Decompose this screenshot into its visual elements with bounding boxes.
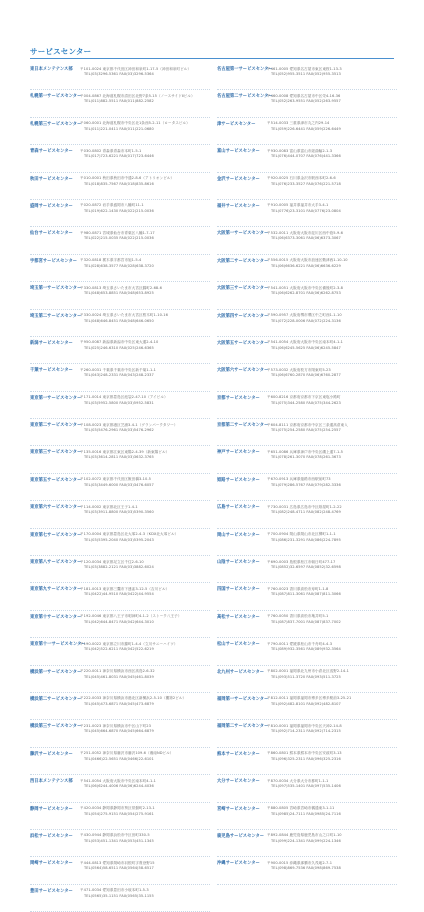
service-center-entry: [30, 227, 210, 254]
address-line: 〒181-0013 東京都三鷹市下連雀3-12-5（吉川ビル）: [80, 586, 170, 591]
service-center-name: 静岡サービスセンター: [30, 806, 73, 812]
address-line: 〒541-0051 大阪府大阪市中央区備後町2-3-8: [267, 285, 343, 290]
service-center-name: 東日本メンテナンス部: [30, 67, 73, 72]
address-line: 〒930-0083 富山県富山市総曲輪2-1-3: [267, 148, 333, 153]
phone-fax-line: TEL(0422)44-9510 FAX(0422)44-9554: [84, 592, 154, 597]
service-center-entry: [217, 419, 397, 446]
service-center-entry: [30, 446, 210, 473]
phone-fax-line: TEL(045)461-8031 FAX(045)461-8039: [84, 674, 154, 679]
service-center-entry: [217, 775, 397, 802]
address-line: 〒730-0031 広島県広島市中区紙屋町1-2-22: [267, 504, 342, 509]
address-line: 〒101-0024 東京都千代田区神田和泉町1-17-5（神田和泉町ビル）: [80, 66, 192, 71]
phone-fax-line: TEL(078)261-3070 FAX(078)261-3673: [271, 455, 341, 460]
service-center-entry: [30, 90, 210, 117]
service-center-entry: [30, 501, 210, 528]
address-line: 〒030-0802 青森県青森市本町1-5-1: [80, 148, 142, 153]
service-center-name: 沖縄サービスセンター: [217, 861, 260, 867]
service-center-name: 熊本サービスセンター: [217, 751, 260, 757]
service-center-entry: [217, 200, 397, 227]
service-center-entry: [30, 775, 210, 802]
phone-fax-line: TEL(06)6262-8701 FAX(06)6262-8753: [271, 291, 341, 296]
service-center-name: 宇都宮サービスセンター: [30, 258, 78, 264]
service-center-entry: [217, 857, 397, 884]
address-line: 〒860-0801 熊本県熊本市中央区安政町3-13: [267, 751, 342, 756]
service-center-name: 松山サービスセンター: [217, 642, 260, 648]
address-line: 〒020-0872 岩手県盛岡市八幡町11-1: [80, 203, 144, 208]
address-line: 〒420-0034 静岡県静岡市葵区常磐町2-13-1: [80, 806, 155, 811]
phone-fax-line: TEL(059)226-6441 FAX(059)226-6449: [271, 126, 341, 131]
service-center-name: 東京第七サービスセンター: [30, 532, 82, 538]
service-center-entry: [30, 803, 210, 830]
phone-fax-line: TEL(03)3911-8800 FAX(03)5390-3560: [84, 510, 154, 515]
service-center-entry: [30, 200, 210, 227]
service-center-name: 神戸サービスセンター: [217, 450, 260, 456]
service-center-name: 大阪第一サービスセンター: [217, 231, 269, 237]
address-line: 〒760-0050 香川県高松市亀井町5-1: [267, 614, 329, 619]
phone-fax-line: TEL(017)723-6221 FAX(017)723-6446: [84, 154, 154, 159]
address-line: 〒790-0011 愛媛県松山市千舟町4-4-3: [267, 641, 333, 646]
phone-fax-line: TEL(075)254-2580 FAX(075)254-2557: [271, 428, 341, 433]
phone-fax-line: TEL(079)286-5767 FAX(079)282-3336: [271, 482, 341, 487]
address-line: 〒114-0002 東京都北区王子1-4-1: [80, 504, 138, 509]
address-line: 〒461-0005 愛知県名古屋市東区東桜1-13-3: [267, 66, 342, 71]
service-center-entry: [217, 90, 397, 117]
address-line: 〒010-0001 秋田県秋田市中通2-8-6（アトリオンビル）: [80, 176, 175, 181]
left-column: [30, 63, 210, 912]
phone-fax-line: TEL(053)451-1341 FAX(053)451-1345: [84, 838, 154, 843]
service-center-name: 浜松サービスセンター: [30, 833, 73, 839]
page-title: サービスセンター: [30, 47, 92, 56]
address-line: 〒810-0001 福岡県福岡市中央区天神2-14-8: [267, 723, 342, 728]
phone-fax-line: TEL(048)646-8451 FAX(048)646-0650: [84, 318, 154, 323]
service-center-name: 岡崎サービスセンター: [30, 861, 73, 867]
phone-fax-line: TEL(03)3449-6000 FAX(03)3476-6057: [84, 482, 154, 487]
service-center-name: 横浜第三サービスセンター: [30, 724, 82, 730]
service-center-name: 東京第十サービスセンター: [30, 614, 82, 620]
service-center-entry: [30, 310, 210, 337]
service-center-entry: [30, 529, 210, 556]
service-center-entry: [217, 803, 397, 830]
address-line: 〒171-0014 東京都豊島区池袋2-47-10（アイビル）: [80, 395, 168, 400]
address-line: 〒460-0008 愛知県名古屋市中区栄4-16-36: [267, 93, 341, 98]
service-center-name: 宮崎サービスセンター: [217, 806, 260, 812]
service-center-name: 山陰サービスセンター: [217, 560, 260, 566]
service-center-name: 名古屋第一サービスセンター: [217, 67, 273, 72]
phone-fax-line: TEL(03)5952-5800 FAX(03)5952-5831: [84, 400, 154, 405]
address-line: 〒060-0001 北海道札幌市中央区北1条西5-2-11（ロータスビル）: [80, 121, 190, 126]
address-line: 〒812-0011 福岡県福岡市博多区博多駅前3-25-21: [267, 696, 352, 701]
service-center-entry: [217, 501, 397, 528]
address-line: 〒190-0022 東京都立川市錦町1-4-4（立川サニーハイツ）: [80, 641, 178, 646]
address-line: 〒760-0023 香川県高松市寿町1-1-8: [267, 586, 329, 591]
phone-fax-line: TEL(0776)23-3101 FAX(0776)23-0804: [271, 208, 341, 213]
address-line: 〒910-0005 福井県福井市大手3-4-1: [267, 203, 329, 208]
service-center-entry: [30, 63, 210, 90]
phone-fax-line: TEL(025)246-6310 FAX(025)246-6365: [84, 345, 154, 350]
service-center-entry: [30, 173, 210, 200]
phone-fax-line: TEL(028)638-3577 FAX(028)638-3720: [84, 263, 154, 268]
phone-fax-line: TEL(022)215-0035 FAX(022)215-0036: [84, 236, 154, 241]
service-center-entry: [217, 720, 397, 747]
address-line: 〒330-0813 埼玉県さいたま市大宮区錦町2-68-6: [80, 285, 162, 290]
service-center-entry: [217, 310, 397, 337]
phone-fax-line: TEL(076)444-0707 FAX(076)441-3366: [271, 154, 341, 159]
service-center-entry: [217, 364, 397, 391]
address-line: 〒670-0913 兵庫県姫路市西駅前町73: [267, 477, 331, 482]
address-line: 〒590-0957 大阪府堺市堺区中之町西1-1-10: [267, 313, 342, 318]
service-center-entry: [30, 474, 210, 501]
address-line: 〒170-0004 東京都豊島区北大塚2-4-3（KDX北大塚ビル）: [80, 532, 179, 537]
title-rule: [30, 58, 394, 59]
service-center-name: 盛岡サービスセンター: [30, 203, 73, 209]
service-center-entry: [217, 446, 397, 473]
service-center-name: 青森サービスセンター: [30, 149, 73, 155]
phone-fax-line: TEL(03)3614-2811 FAX(03)3632-3765: [84, 455, 154, 460]
service-center-entry: [30, 748, 210, 775]
address-line: 〒532-0011 大阪府大阪市淀川区西中島5-9-6: [267, 230, 343, 235]
service-center-entry: [217, 748, 397, 775]
phone-fax-line: TEL(043)248-2331 FAX(043)248-2337: [84, 373, 154, 378]
service-center-name: 北九州サービスセンター: [217, 669, 265, 675]
service-center-name: 大阪第五サービスセンター: [217, 340, 269, 346]
service-center-entry: [30, 830, 210, 857]
phone-fax-line: TEL(089)932-3561 FAX(089)932-3564: [271, 647, 341, 652]
address-line: 〒444-0813 愛知県岡崎市羽根町字貴登野15: [80, 860, 155, 865]
service-center-entry: [217, 227, 397, 254]
address-line: 〒980-0871 宮城県仙台市青葉区八幡1-7-17: [80, 230, 155, 235]
service-center-name: 埼玉第二サービスセンター: [30, 313, 82, 319]
service-center-name: 藤沢サービスセンター: [30, 751, 73, 757]
service-center-entry: [217, 392, 397, 419]
service-center-name: 大阪第二サービスセンター: [217, 258, 269, 264]
service-center-name: 仙台サービスセンター: [30, 231, 73, 237]
service-center-entry: [30, 419, 210, 446]
service-center-name: 東京第十一サービスセンター: [30, 642, 86, 648]
service-center-name: 大分サービスセンター: [217, 779, 260, 785]
address-line: 〒900-0015 沖縄県那覇市久茂地2-7-1: [267, 860, 333, 865]
service-center-entry: [217, 556, 397, 583]
address-line: 〒320-0818 栃木県宇都宮市旭1-5-4: [80, 258, 142, 263]
phone-fax-line: TEL(045)473-6871 FAX(045)473-6879: [84, 701, 154, 706]
service-center-name: 高松サービスセンター: [217, 614, 260, 620]
service-center-name: 富山サービスセンター: [217, 149, 260, 155]
service-center-name: 福岡第一サービスセンター: [217, 696, 269, 702]
phone-fax-line: TEL(011)221-0411 FAX(011)221-0680: [84, 126, 154, 131]
service-center-name: 京都サービスセンター: [217, 395, 260, 401]
phone-fax-line: TEL(011)882-5511 FAX(011)882-2582: [84, 99, 154, 104]
service-center-name: 千葉サービスセンター: [30, 368, 73, 374]
service-center-name: 東京第八サービスセンター: [30, 560, 82, 566]
service-center-entry: [30, 364, 210, 391]
service-center-entry: [30, 118, 210, 145]
service-center-name: 新潟サービスセンター: [30, 340, 73, 346]
address-line: 〒556-0015 大阪府大阪市浪速区敷津西1-10-10: [267, 258, 348, 263]
phone-fax-line: TEL(06)6244-4006 FAX(06)6244-4036: [84, 784, 154, 789]
address-line: 〒192-0046 東京都八王子市明神町4-1-2（ストーク八王子）: [80, 614, 182, 619]
service-center-name: 姫路サービスセンター: [217, 477, 260, 483]
service-center-name: 秋田サービスセンター: [30, 176, 73, 182]
service-center-name: 京都第二サービスセンター: [217, 423, 269, 429]
service-center-name: 大阪第三サービスセンター: [217, 286, 269, 292]
phone-fax-line: TEL(045)664-6870 FAX(045)664-6879: [84, 729, 154, 734]
service-center-entry: [30, 857, 210, 884]
service-center-name: 広島サービスセンター: [217, 505, 260, 511]
service-center-name: 横浜第一サービスセンター: [30, 669, 82, 675]
phone-fax-line: TEL(092)714-2311 FAX(092)714-2315: [271, 729, 341, 734]
address-line: 〒573-0032 大阪府枚方市岡東町5-23: [267, 367, 331, 372]
address-line: 〒231-0023 神奈川県横浜市中区山下町23: [80, 723, 151, 728]
phone-fax-line: TEL(092)482-8101 FAX(092)482-8107: [271, 701, 341, 706]
service-center-name: 東京第二サービスセンター: [30, 423, 82, 429]
service-center-name: 東京第五サービスセンター: [30, 477, 82, 483]
service-center-name: 津サービスセンター: [217, 121, 256, 127]
phone-fax-line: TEL(096)325-2311 FAX(096)325-2316: [271, 756, 341, 761]
address-line: 〒541-0054 大阪府大阪市中央区南本町4-1-1: [267, 340, 343, 345]
service-center-entry: [30, 666, 210, 693]
phone-fax-line: TEL(072)228-0006 FAX(072)224-3136: [271, 318, 341, 323]
address-line: 〒651-0086 兵庫県神戸市中央区磯上通7-1-5: [267, 449, 343, 454]
address-line: 〒541-0054 大阪府大阪市中央区南本町4-1-1: [80, 778, 156, 783]
phone-fax-line: TEL(086)231-3291 FAX(086)224-7895: [271, 537, 341, 542]
phone-fax-line: TEL(06)6760-2870 FAX(06)6760-2877: [271, 373, 341, 378]
service-center-name: 福井サービスセンター: [217, 203, 260, 209]
phone-fax-line: TEL(0852)32-6597 FAX(0852)32-6598: [271, 565, 341, 570]
service-center-name: 東京第六サービスセンター: [30, 505, 82, 511]
phone-fax-line: TEL(048)653-8851 FAX(048)653-8925: [84, 291, 154, 296]
phone-fax-line: TEL(042)522-6211 FAX(042)522-6219: [84, 647, 154, 652]
service-center-entry: [217, 583, 397, 610]
service-center-name: 札幌第三サービスセンター: [30, 121, 82, 127]
service-center-entry: [30, 255, 210, 282]
phone-fax-line: TEL(052)955-3511 FAX(052)955-3513: [271, 72, 341, 76]
service-center-entry: [217, 830, 397, 857]
address-line: 〒700-0904 岡山県岡山市北区柳町1-1-1: [267, 532, 336, 537]
service-center-name: 横浜第二サービスセンター: [30, 696, 82, 702]
address-line: 〒108-0023 東京都港区芝浦3-4-1（グランパークタワー）: [80, 422, 178, 427]
phone-fax-line: TEL(03)5476-2961 FAX(03)5476-2962: [84, 428, 154, 433]
phone-fax-line: TEL(054)275-9151 FAX(054)275-9161: [84, 811, 154, 816]
phone-fax-line: TEL(087)811-3061 FAX(087)811-3066: [271, 592, 341, 597]
service-center-name: 福岡第二サービスセンター: [217, 724, 269, 730]
right-column: [217, 63, 397, 885]
address-line: 〒251-0052 神奈川県藤沢市藤沢109-6（湘南NDビル）: [80, 751, 174, 756]
service-center-name: 札幌第一サービスセンター: [30, 94, 82, 100]
service-center-entry: [217, 611, 397, 638]
address-line: 〒600-8216 京都府京都市下京区東塩小路町: [267, 395, 341, 400]
address-line: 〒690-0003 島根県松江市朝日町477-17: [267, 559, 336, 564]
address-line: 〒604-8111 京都府京都市中京区三条通高倉東入: [267, 422, 348, 427]
service-center-name: 東京第九サービスセンター: [30, 587, 82, 593]
phone-fax-line: TEL(0466)22-5651 FAX(0466)22-6101: [84, 756, 154, 761]
address-line: 〒920-0025 石川県金沢市駅西本町2-6-6: [267, 176, 336, 181]
service-center-entry: [30, 638, 210, 665]
service-center-name: 名古屋第二サービスセンター: [217, 94, 273, 100]
service-center-entry: [217, 638, 397, 665]
service-center-entry: [217, 529, 397, 556]
service-center-entry: [217, 666, 397, 693]
address-line: 〒222-0033 神奈川県横浜市港北区新横浜2-5-10（楓第2ビル）: [80, 696, 187, 701]
phone-fax-line: TEL(082)248-4711 FAX(082)248-4769: [271, 510, 341, 515]
address-line: 〒880-0805 宮崎県宮崎市橘通東3-1-11: [267, 806, 335, 811]
service-center-entry: [217, 693, 397, 720]
service-center-entry: [30, 337, 210, 364]
service-center-name: 西日本メンテナンス部: [30, 779, 73, 785]
phone-fax-line: TEL(03)5395-2040 FAX(03)5395-2043: [84, 537, 154, 542]
service-center-name: 東京第一サービスセンター: [30, 395, 82, 401]
phone-fax-line: TEL(052)263-9551 FAX(052)263-9557: [271, 99, 341, 104]
phone-fax-line: TEL(06)6245-5625 FAX(06)6245-5847: [271, 345, 341, 350]
phone-fax-line: TEL(018)835-7567 FAX(018)835-8616: [84, 181, 154, 186]
service-center-entry: [30, 611, 210, 638]
phone-fax-line: TEL(093)511-3720 FAX(093)511-3725: [271, 674, 341, 679]
address-line: 〒260-0031 千葉県千葉市中央区新千葉1-1-1: [80, 367, 156, 372]
service-center-name: 東京第三サービスセンター: [30, 450, 82, 456]
address-line: 〒950-0087 新潟県新潟市中央区東大通2-4-10: [80, 340, 159, 345]
service-center-name: 豊田サービスセンター: [30, 888, 73, 894]
phone-fax-line: TEL(097)535-1401 FAX(097)535-1406: [271, 784, 341, 789]
address-line: 〒004-0867 北海道札幌市清田区北野7条5-15（ノースサイドⅡビル）: [80, 93, 195, 98]
address-line: 〒102-0072 東京都千代田区飯田橋3-10-5: [80, 477, 152, 482]
address-line: 〒802-0001 福岡県北九州市小倉北区浅野2-14-1: [267, 669, 349, 674]
service-center-entry: [217, 173, 397, 200]
service-center-name: 四国サービスセンター: [217, 587, 260, 593]
service-center-entry: [30, 556, 210, 583]
phone-fax-line: TEL(0565)35-1151 FAX(0565)35-1155: [84, 893, 154, 898]
address-line: 〒870-0034 大分県大分市都町1-1-1: [267, 778, 329, 783]
service-center-entry: [30, 145, 210, 172]
phone-fax-line: TEL(03)3296-5361 FAX(03)3296-5364: [84, 72, 154, 76]
service-center-entry: [30, 392, 210, 419]
address-line: 〒220-0011 神奈川県横浜市西区高島2-6-32: [80, 669, 155, 674]
service-center-entry: [30, 885, 210, 912]
service-center-name: 埼玉第一サービスセンター: [30, 286, 82, 292]
service-center-entry: [30, 282, 210, 309]
service-center-name: 岡山サービスセンター: [217, 532, 260, 538]
service-center-entry: [217, 255, 397, 282]
phone-fax-line: TEL(076)233-3527 FAX(076)221-5718: [271, 181, 341, 186]
address-line: 〒514-0033 三重県津市丸之内29-14: [267, 121, 330, 126]
phone-fax-line: TEL(042)644-8471 FAX(042)644-3010: [84, 619, 154, 624]
phone-fax-line: TEL(087)837-7001 FAX(087)837-7002: [271, 619, 341, 624]
phone-fax-line: TEL(06)6373-3061 FAX(06)6373-3067: [271, 236, 341, 241]
service-center-entry: [217, 145, 397, 172]
service-center-entry: [217, 118, 397, 145]
phone-fax-line: TEL(0985)24-7111 FAX(0985)24-7116: [271, 811, 341, 816]
address-line: 〒892-0844 鹿児島県鹿児島市山之口町1-10: [267, 833, 342, 838]
phone-fax-line: TEL(0564)58-6511 FAX(0564)58-6517: [84, 866, 154, 871]
service-center-entry: [217, 282, 397, 309]
phone-fax-line: TEL(03)3882-2121 FAX(03)3882-6024: [84, 565, 154, 570]
phone-fax-line: TEL(06)6636-6221 FAX(06)6636-6229: [271, 263, 341, 268]
phone-fax-line: TEL(019)622-1430 FAX(022)215-0036: [84, 208, 154, 213]
address-line: 〒471-0034 愛知県豊田市小坂本町1-5-3: [80, 888, 149, 893]
service-center-name: 鹿児島サービスセンター: [217, 833, 265, 839]
service-center-name: 大阪第四サービスセンター: [217, 313, 269, 319]
service-center-entry: [30, 720, 210, 747]
service-center-entry: [30, 693, 210, 720]
service-center-entry: [217, 63, 397, 90]
address-line: 〒330-0024 埼玉県さいたま市大宮区桜木町1-10-16: [80, 313, 168, 318]
service-center-entry: [217, 337, 397, 364]
service-center-entry: [217, 474, 397, 501]
address-line: 〒430-0944 静岡県浜松市中区田町330-5: [80, 833, 150, 838]
address-line: 〒120-0034 東京都足立区千住2-6-10: [80, 559, 144, 564]
phone-fax-line: TEL(098)869-7536 FAX(098)869-7538: [271, 866, 341, 871]
service-center-entry: [30, 583, 210, 610]
service-center-name: 金沢サービスセンター: [217, 176, 260, 182]
phone-fax-line: TEL(075)344-2580 FAX(075)344-2623: [271, 400, 341, 405]
service-center-name: 大阪第六サービスセンター: [217, 368, 269, 374]
phone-fax-line: TEL(099)224-1341 FAX(099)224-1346: [271, 838, 341, 843]
address-line: 〒135-0016 東京都江東区東陽2-4-39（新東陽ビル）: [80, 449, 170, 454]
